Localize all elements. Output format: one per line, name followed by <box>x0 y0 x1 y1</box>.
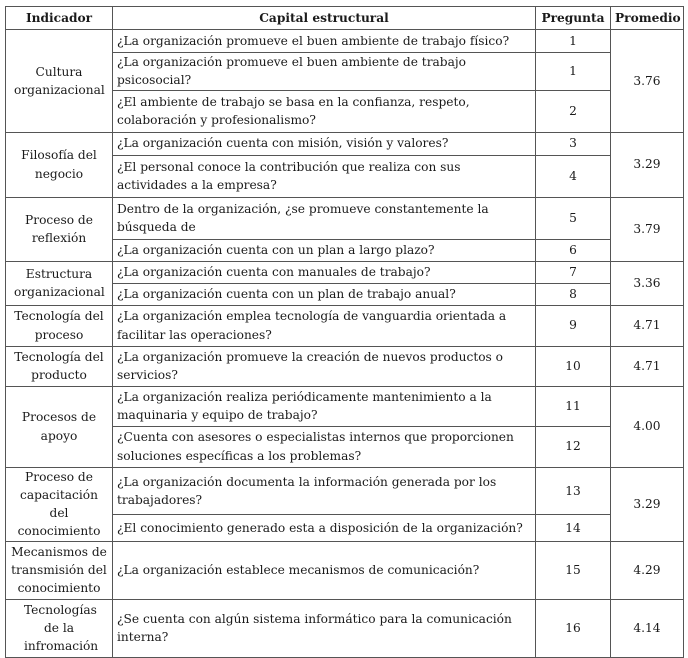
question-number: 5 <box>536 197 611 239</box>
indicador-cell: Procesos de apoyo <box>6 386 113 467</box>
promedio-cell: 4.71 <box>611 305 684 346</box>
question-number: 4 <box>536 155 611 197</box>
indicador-cell: Proceso de capacitación del conocimiento <box>6 467 113 541</box>
question-number: 7 <box>536 261 611 283</box>
table-row <box>6 132 684 155</box>
question-cell: ¿La organización emplea tecnología de vanguardia orientada a facilitar las operaciones? <box>113 305 536 346</box>
table-row <box>6 30 684 53</box>
question-cell: ¿La organización cuenta con misión, visión y valores? <box>113 132 536 155</box>
promedio-cell: 3.76 <box>611 30 684 133</box>
question-cell: ¿Cuenta con asesores o especialistas internos que proporcionen soluciones específicas a los problemas? <box>113 426 536 467</box>
promedio-cell: 4.29 <box>611 541 684 599</box>
promedio-cell: 3.79 <box>611 197 684 261</box>
question-number: 16 <box>536 599 611 657</box>
question-cell: ¿El ambiente de trabajo se basa en la confianza, respeto, colaboración y profesionalismo? <box>113 90 536 132</box>
table-row <box>6 386 684 426</box>
question-cell: Dentro de la organización, ¿se promueve constantemente la búsqueda de <box>113 197 536 239</box>
question-cell: ¿La organización promueve el buen ambiente de trabajo físico? <box>113 30 536 53</box>
question-number: 2 <box>536 90 611 132</box>
question-number: 13 <box>536 467 611 515</box>
indicador-cell: Cultura organizacional <box>6 30 113 133</box>
indicador-cell: Mecanismos de transmisión del conocimiento <box>6 541 113 599</box>
question-cell: ¿La organización establece mecanismos de comunicación? <box>113 541 536 599</box>
question-cell: ¿La organización cuenta con un plan a largo plazo? <box>113 239 536 261</box>
promedio-cell: 4.14 <box>611 599 684 657</box>
promedio-cell: 3.29 <box>611 467 684 541</box>
question-number: 12 <box>536 426 611 467</box>
question-cell: ¿La organización documenta la información generada por los trabajadores? <box>113 467 536 515</box>
question-cell: ¿La organización promueve el buen ambiente de trabajo psicosocial? <box>113 53 536 91</box>
question-cell: ¿El personal conoce la contribución que realiza con sus actividades a la empresa? <box>113 155 536 197</box>
question-cell: ¿El conocimiento generado esta a disposición de la organización? <box>113 515 536 541</box>
table-row <box>6 541 684 599</box>
indicador-cell: Proceso de reflexión <box>6 197 113 261</box>
capital-estructural-table <box>5 6 684 658</box>
indicador-cell: Tecnología del producto <box>6 346 113 386</box>
table-row <box>6 467 684 515</box>
table-row <box>6 261 684 283</box>
question-cell: ¿La organización cuenta con manuales de trabajo? <box>113 261 536 283</box>
question-cell: ¿La organización realiza periódicamente mantenimiento a la maquinaria y equipo de trabajo? <box>113 386 536 426</box>
table-row <box>6 197 684 239</box>
question-cell: ¿La organización cuenta con un plan de trabajo anual? <box>113 283 536 305</box>
promedio-cell: 3.29 <box>611 132 684 197</box>
question-number: 15 <box>536 541 611 599</box>
header-promedio: Promedio <box>611 7 684 30</box>
table-row <box>6 346 684 386</box>
question-number: 1 <box>536 30 611 53</box>
question-number: 1 <box>536 53 611 91</box>
question-number: 3 <box>536 132 611 155</box>
indicador-cell: Estructura organizacional <box>6 261 113 305</box>
question-number: 10 <box>536 346 611 386</box>
question-number: 9 <box>536 305 611 346</box>
question-number: 11 <box>536 386 611 426</box>
table-row <box>6 599 684 657</box>
table-row <box>6 305 684 346</box>
question-number: 8 <box>536 283 611 305</box>
promedio-cell: 4.71 <box>611 346 684 386</box>
header-pregunta: Pregunta <box>536 7 611 30</box>
indicador-cell: Tecnología del proceso <box>6 305 113 346</box>
header-indicador: Indicador <box>6 7 113 30</box>
indicador-cell: Filosofía del negocio <box>6 132 113 197</box>
indicador-cell: Tecnologías de la infromación <box>6 599 113 657</box>
question-number: 6 <box>536 239 611 261</box>
question-cell: ¿La organización promueve la creación de nuevos productos o servicios? <box>113 346 536 386</box>
promedio-cell: 3.36 <box>611 261 684 305</box>
header-row <box>6 7 684 30</box>
promedio-cell: 4.00 <box>611 386 684 467</box>
header-capital-estructural: Capital estructural <box>113 7 536 30</box>
question-cell: ¿Se cuenta con algún sistema informático para la comunicación interna? <box>113 599 536 657</box>
question-number: 14 <box>536 515 611 541</box>
